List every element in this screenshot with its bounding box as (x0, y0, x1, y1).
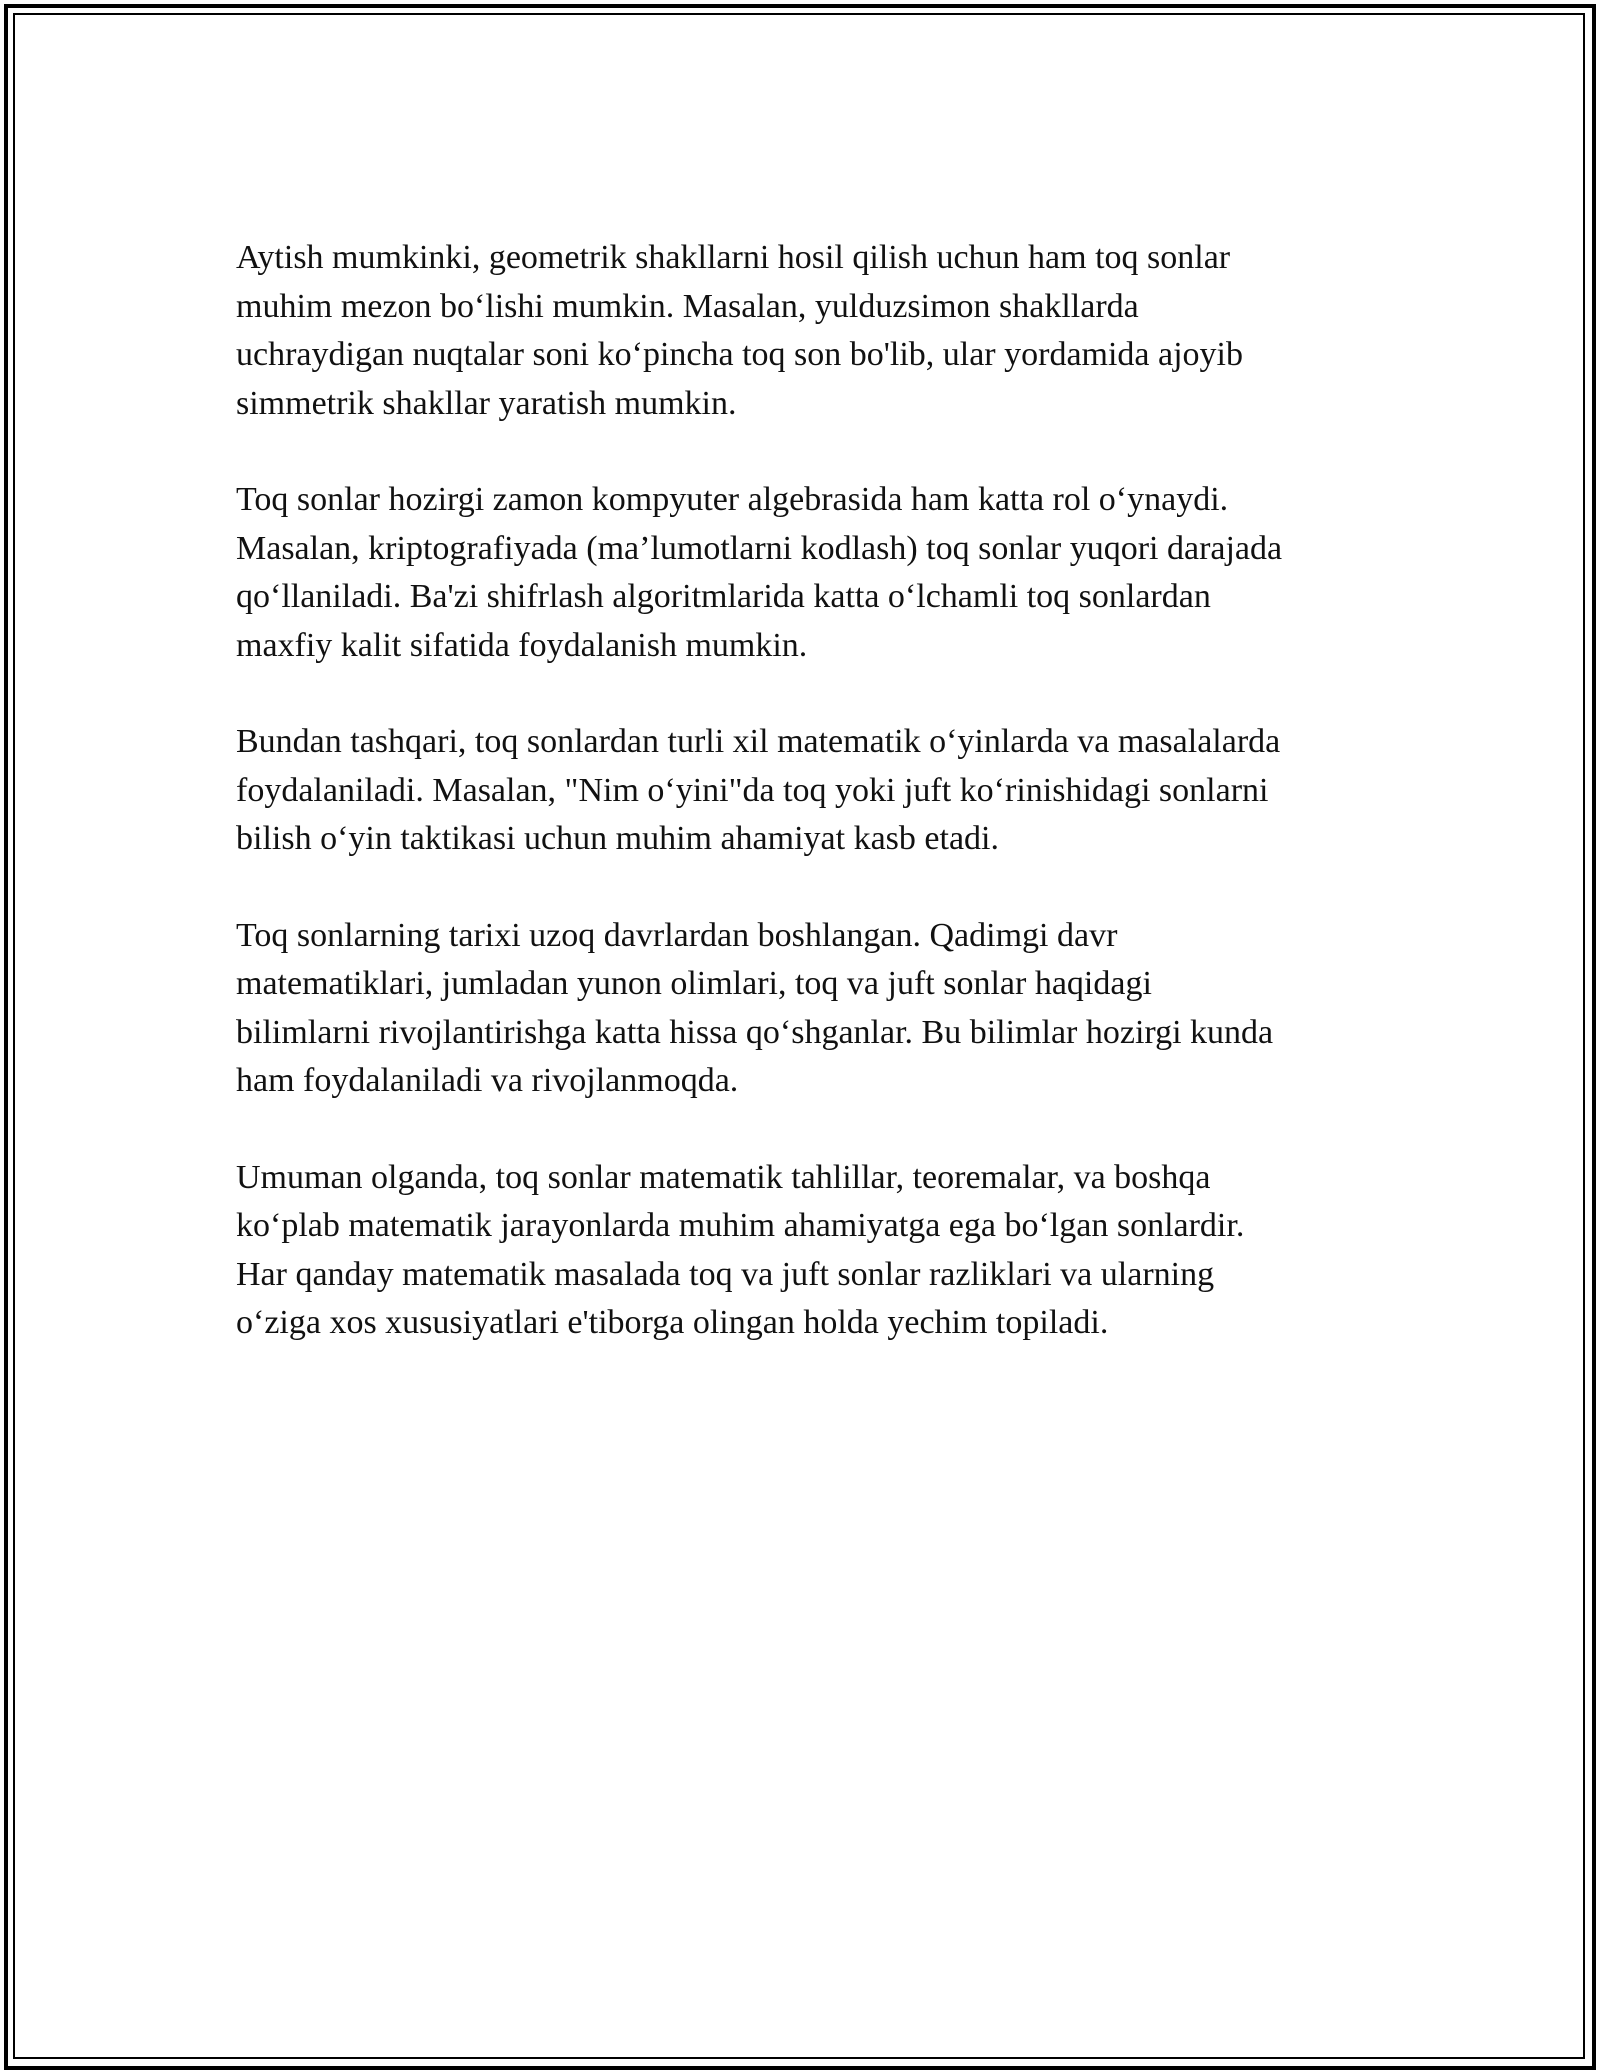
paragraph-conclusion: Umuman olganda, toq sonlar matematik tahlillar, teoremalar, va boshqa ko‘plab matematik jarayonlarda muhim ahamiyatga ega bo‘lgan sonlardir. Har qanday matematik masalada toq va juft sonlar razliklari va ularning o‘ziga xos xususiyatlari e'tiborga olingan holda yechim topiladi. (236, 1158, 1245, 1341)
paragraph-cryptography: Toq sonlar hozirgi zamon kompyuter algebrasida ham katta rol o‘ynaydi. Masalan, kriptografiyada (ma’lumotlarni kodlash) toq sonlar yuqori darajada qo‘llaniladi. Ba'zi shifrlash algoritmlarida katta o‘lchamli toq sonlardan maxfiy kalit sifatida foydalanish mumkin. (236, 481, 1283, 664)
paragraph-history: Toq sonlarning tarixi uzoq davrlardan boshlangan. Qadimgi davr matematiklari, jumladan yunon olimlari, toq va juft sonlar haqidagi bilimlarni rivojlantirishga katta hissa qo‘shganlar. Bu bilimlar hozirgi kunda ham foydalaniladi va rivojlanmoqda. (236, 916, 1274, 1099)
document-body (236, 234, 1376, 1396)
paragraph-math-games: Bundan tashqari, toq sonlardan turli xil matematik o‘yinlarda va masalalarda foydalaniladi. Masalan, "Nim o‘yini"da toq yoki juft ko‘rinishidagi sonlarni bilish o‘yin taktikasi uchun muhim ahamiyat kasb etadi. (236, 723, 1281, 857)
paragraph-geometric-shapes: Aytish mumkinki, geometrik shakllarni hosil qilish uchun ham toq sonlar muhim mezon bo‘lishi mumkin. Masalan, yulduzsimon shakllarda uchraydigan nuqtalar soni ko‘pincha toq son bo'lib, ular yordamida ajoyib simmetrik shakllar yaratish mumkin. (236, 239, 1244, 422)
